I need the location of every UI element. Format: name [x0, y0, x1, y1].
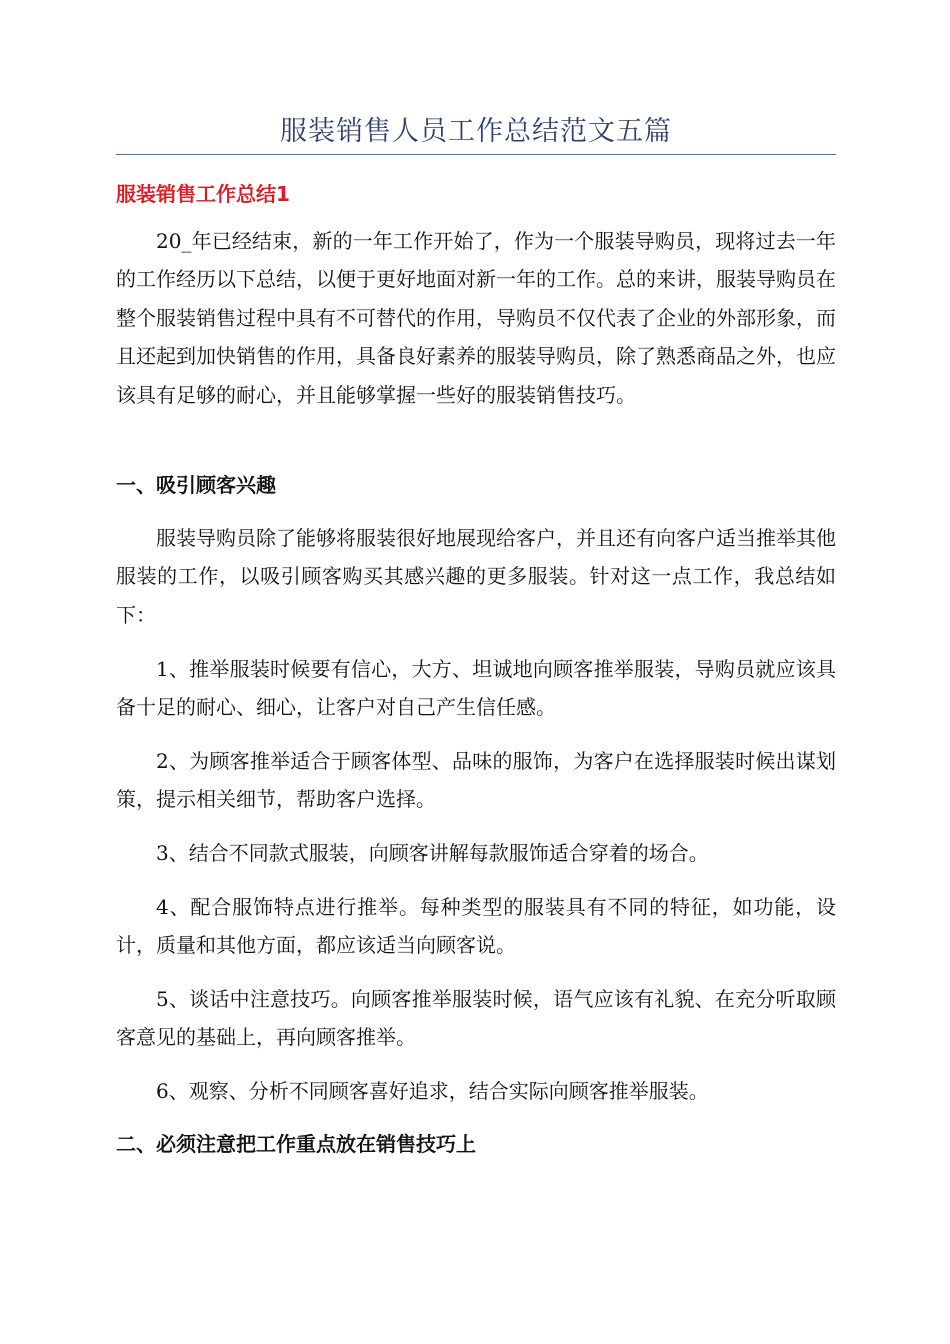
- document-title: 服装销售人员工作总结范文五篇: [280, 116, 672, 147]
- intro-paragraph: 20_年已经结束，新的一年工作开始了，作为一个服装导购员，现将过去一年的工作经历以下总结，以便于更好地面对新一年的工作。总的来讲，服装导购员在整个服装销售过程中具有不可替代的作用，导购员不仅代表了企业的外部形象，而且还起到加快销售的作用，具备良好素养的服装导购员，除了熟悉商品之外，也应该具有足够的耐心，并且能够掌握一些好的服装销售技巧。: [116, 229, 836, 407]
- list-item: 5、谈话中注意技巧。向顾客推举服装时候，语气应该有礼貌、在充分听取顾客意见的基础上，再向顾客推举。: [116, 987, 836, 1050]
- heading-attract-customers: 一、吸引顾客兴趣: [116, 473, 276, 497]
- list-item: 6、观察、分析不同顾客喜好追求，结合实际向顾客推举服装。: [156, 1079, 709, 1103]
- section-heading: 服装销售工作总结1: [116, 182, 290, 206]
- paragraph-attract-customers: 服装导购员除了能够将服装很好地展现给客户，并且还有向客户适当推举其他服装的工作，以吸引顾客购买其感兴趣的更多服装。针对这一点工作，我总结如下：: [116, 526, 836, 627]
- list-item: 2、为顾客推举适合于顾客体型、品味的服饰，为客户在选择服装时候出谋划策，提示相关细节，帮助客户选择。: [116, 749, 836, 812]
- heading-sales-skills: 二、必须注意把工作重点放在销售技巧上: [116, 1132, 476, 1156]
- list-item: 3、结合不同款式服装，向顾客讲解每款服饰适合穿着的场合。: [156, 841, 709, 865]
- list-item: 1、推举服装时候要有信心，大方、坦诚地向顾客推举服装，导购员就应该具备十足的耐心、细心，让客户对自己产生信任感。: [116, 657, 836, 720]
- title-underline: [116, 154, 836, 155]
- list-item: 4、配合服饰特点进行推举。每种类型的服装具有不同的特征，如功能，设计，质量和其他方面，都应该适当向顾客说。: [116, 895, 836, 958]
